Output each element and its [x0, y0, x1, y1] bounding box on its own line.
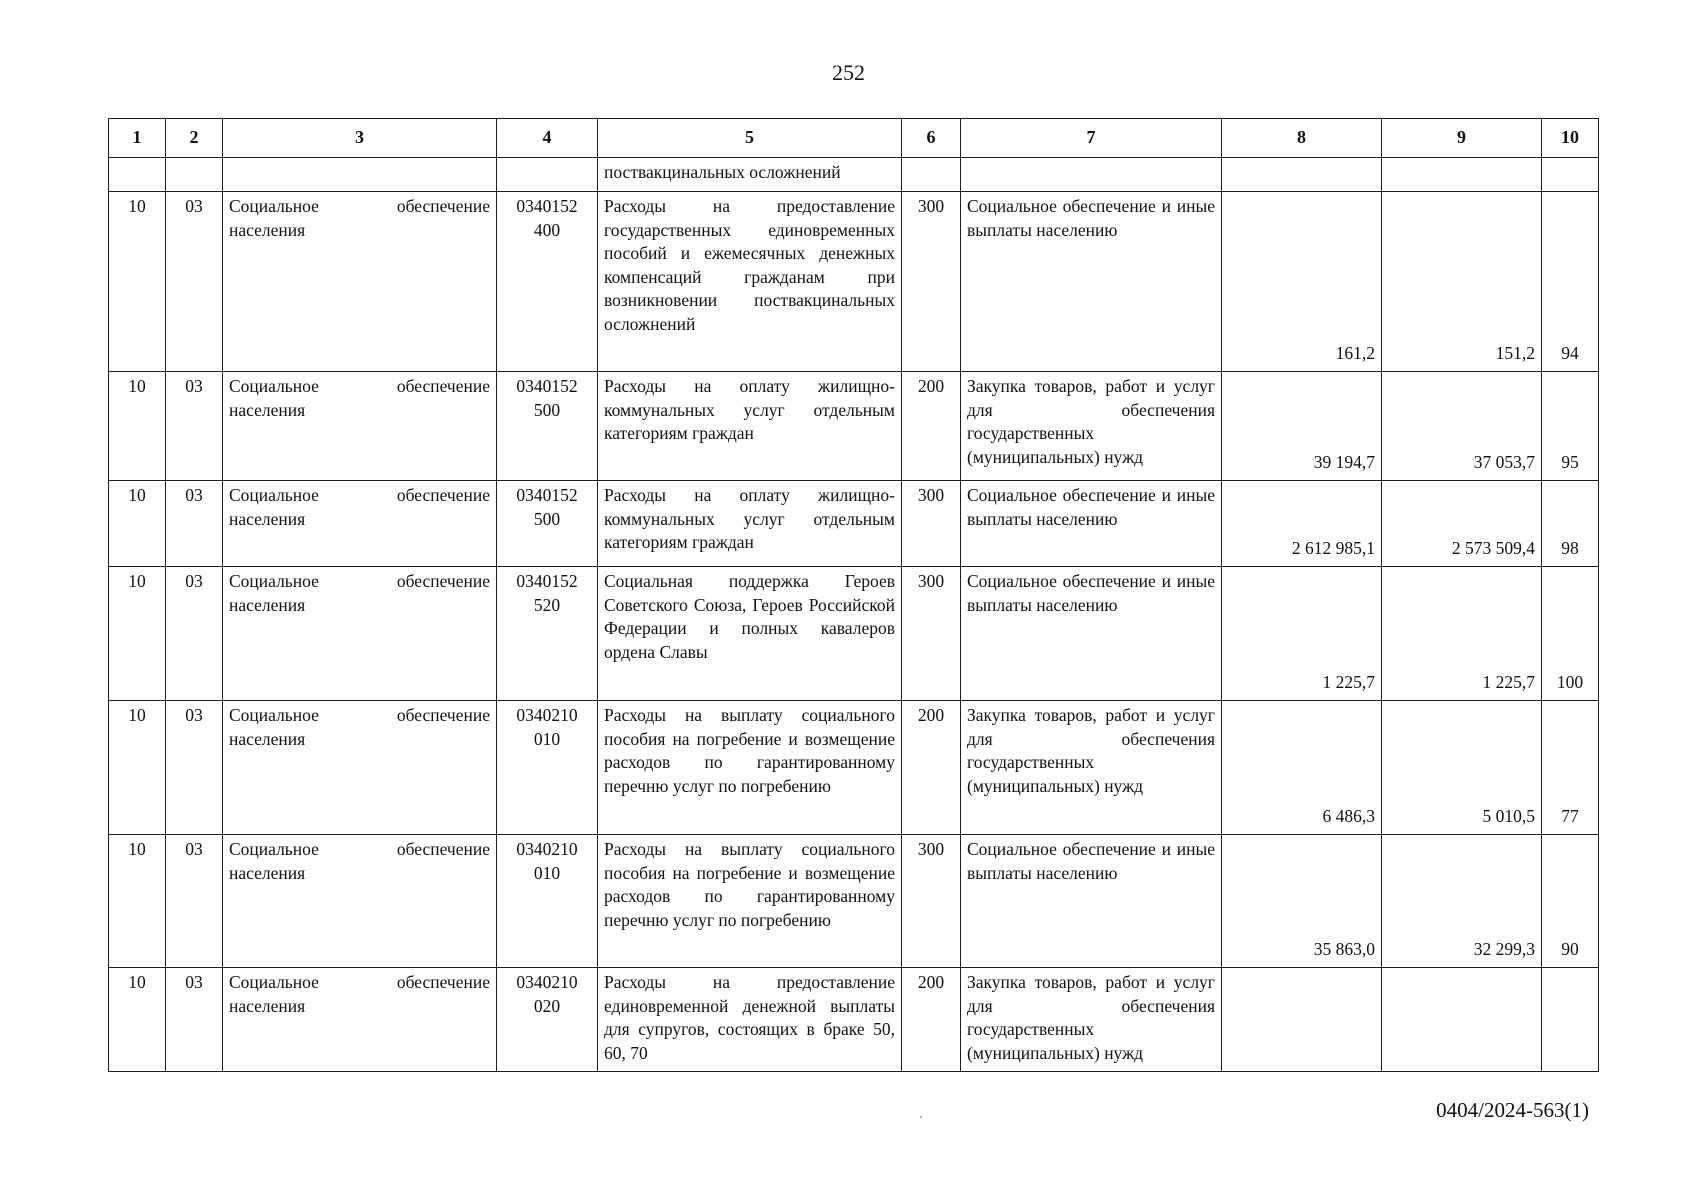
cell-expense-type: 200 [902, 372, 961, 481]
cell-section: 10 [109, 835, 166, 968]
cell-target-name: Расходы на оплату жилищно-коммунальных услуг отдельным категориям граждан [598, 481, 902, 567]
cell-subsection: 03 [166, 701, 223, 835]
cell-section: 10 [109, 968, 166, 1072]
cell-section-name: Социальное обеспечение населения [223, 192, 497, 372]
cell-subsection: 03 [166, 372, 223, 481]
cell-percent: 100 [1542, 567, 1599, 701]
cell-plan: 39 194,7 [1222, 372, 1382, 481]
cell-section-name: Социальное обеспечение населения [223, 835, 497, 968]
cell-section: 10 [109, 701, 166, 835]
header-col-8: 8 [1222, 119, 1382, 158]
cell-plan: 161,2 [1222, 192, 1382, 372]
cell-target-code: 0340152 520 [497, 567, 598, 701]
cell-target-code: 0340152 400 [497, 192, 598, 372]
cell-expense-type-name: Социальное обеспечение и иные выплаты населению [961, 567, 1222, 701]
header-col-4: 4 [497, 119, 598, 158]
cell-target-code: 0340210 010 [497, 835, 598, 968]
cell-section: 10 [109, 372, 166, 481]
budget-table [108, 118, 1599, 1072]
cell-plan: 1 225,7 [1222, 567, 1382, 701]
cell-subsection: 03 [166, 567, 223, 701]
cell-percent: 94 [1542, 192, 1599, 372]
cell-expense-type-name: Социальное обеспечение и иные выплаты населению [961, 192, 1222, 372]
cell-section-name: Социальное обеспечение населения [223, 701, 497, 835]
cell-actual: 5 010,5 [1382, 701, 1542, 835]
header-col-9: 9 [1382, 119, 1542, 158]
cell-target-code: 0340210 010 [497, 701, 598, 835]
table-row [109, 481, 1599, 567]
cell-plan: 35 863,0 [1222, 835, 1382, 968]
header-col-3: 3 [223, 119, 497, 158]
cell-section-name: Социальное обеспечение населения [223, 968, 497, 1072]
continuation-text: поствакцинальных осложнений [598, 158, 902, 192]
cell-percent: 77 [1542, 701, 1599, 835]
cell-expense-type: 300 [902, 481, 961, 567]
cell-expense-type-name: Закупка товаров, работ и услуг для обеспечения государственных (муниципальных) нужд [961, 372, 1222, 481]
cell-expense-type-name: Закупка товаров, работ и услуг для обеспечения государственных (муниципальных) нужд [961, 968, 1222, 1072]
cell-target-name: Социальная поддержка Героев Советского Союза, Героев Российской Федерации и полных кавалеров ордена Славы [598, 567, 902, 701]
cell-section-name: Социальное обеспечение населения [223, 372, 497, 481]
cell-actual [1382, 968, 1542, 1072]
continuation-row [109, 158, 1599, 192]
header-col-2: 2 [166, 119, 223, 158]
cell-percent: 98 [1542, 481, 1599, 567]
cell-target-name: Расходы на оплату жилищно-коммунальных услуг отдельным категориям граждан [598, 372, 902, 481]
cell-actual: 2 573 509,4 [1382, 481, 1542, 567]
cell-target-name: Расходы на предоставление единовременной денежной выплаты для супругов, состоящих в браке 50, 60, 70 [598, 968, 902, 1072]
document-code: 0404/2024-563(1) [1436, 1098, 1589, 1122]
cell-subsection: 03 [166, 481, 223, 567]
cell-target-code: 0340152 500 [497, 481, 598, 567]
cell-target-code: 0340152 500 [497, 372, 598, 481]
cell-expense-type: 300 [902, 192, 961, 372]
cell-target-name: Расходы на выплату социального пособия на погребение и возмещение расходов по гарантированному перечню услуг по погребению [598, 835, 902, 968]
table-row [109, 192, 1599, 372]
cell-expense-type-name: Закупка товаров, работ и услуг для обеспечения государственных (муниципальных) нужд [961, 701, 1222, 835]
cell-plan: 2 612 985,1 [1222, 481, 1382, 567]
header-col-10: 10 [1542, 119, 1599, 158]
cell-actual: 37 053,7 [1382, 372, 1542, 481]
cell-percent: 90 [1542, 835, 1599, 968]
cell-actual: 1 225,7 [1382, 567, 1542, 701]
table-row [109, 701, 1599, 835]
table-header-row [109, 119, 1599, 158]
cell-subsection: 03 [166, 192, 223, 372]
cell-section: 10 [109, 567, 166, 701]
cell-expense-type: 200 [902, 968, 961, 1072]
cell-actual: 32 299,3 [1382, 835, 1542, 968]
cell-expense-type-name: Социальное обеспечение и иные выплаты населению [961, 835, 1222, 968]
table-row [109, 835, 1599, 968]
cell-percent [1542, 968, 1599, 1072]
table-row [109, 372, 1599, 481]
cell-section-name: Социальное обеспечение населения [223, 481, 497, 567]
header-col-5: 5 [598, 119, 902, 158]
cell-subsection: 03 [166, 968, 223, 1072]
cell-target-name: Расходы на предоставление государственных единовременных пособий и ежемесячных денежных компенсаций гражданам при возникновении поствакцинальных осложнений [598, 192, 902, 372]
header-col-7: 7 [961, 119, 1222, 158]
scan-speck [920, 1116, 922, 1118]
cell-target-name: Расходы на выплату социального пособия на погребение и возмещение расходов по гарантированному перечню услуг по погребению [598, 701, 902, 835]
cell-plan [1222, 968, 1382, 1072]
table-row [109, 968, 1599, 1072]
cell-plan: 6 486,3 [1222, 701, 1382, 835]
cell-section-name: Социальное обеспечение населения [223, 567, 497, 701]
header-col-1: 1 [109, 119, 166, 158]
cell-section: 10 [109, 481, 166, 567]
cell-subsection: 03 [166, 835, 223, 968]
cell-expense-type: 300 [902, 567, 961, 701]
page-number: 252 [832, 60, 865, 85]
cell-expense-type-name: Социальное обеспечение и иные выплаты населению [961, 481, 1222, 567]
table-row [109, 567, 1599, 701]
cell-expense-type: 300 [902, 835, 961, 968]
cell-actual: 151,2 [1382, 192, 1542, 372]
cell-target-code: 0340210 020 [497, 968, 598, 1072]
cell-section: 10 [109, 192, 166, 372]
header-col-6: 6 [902, 119, 961, 158]
cell-expense-type: 200 [902, 701, 961, 835]
cell-percent: 95 [1542, 372, 1599, 481]
